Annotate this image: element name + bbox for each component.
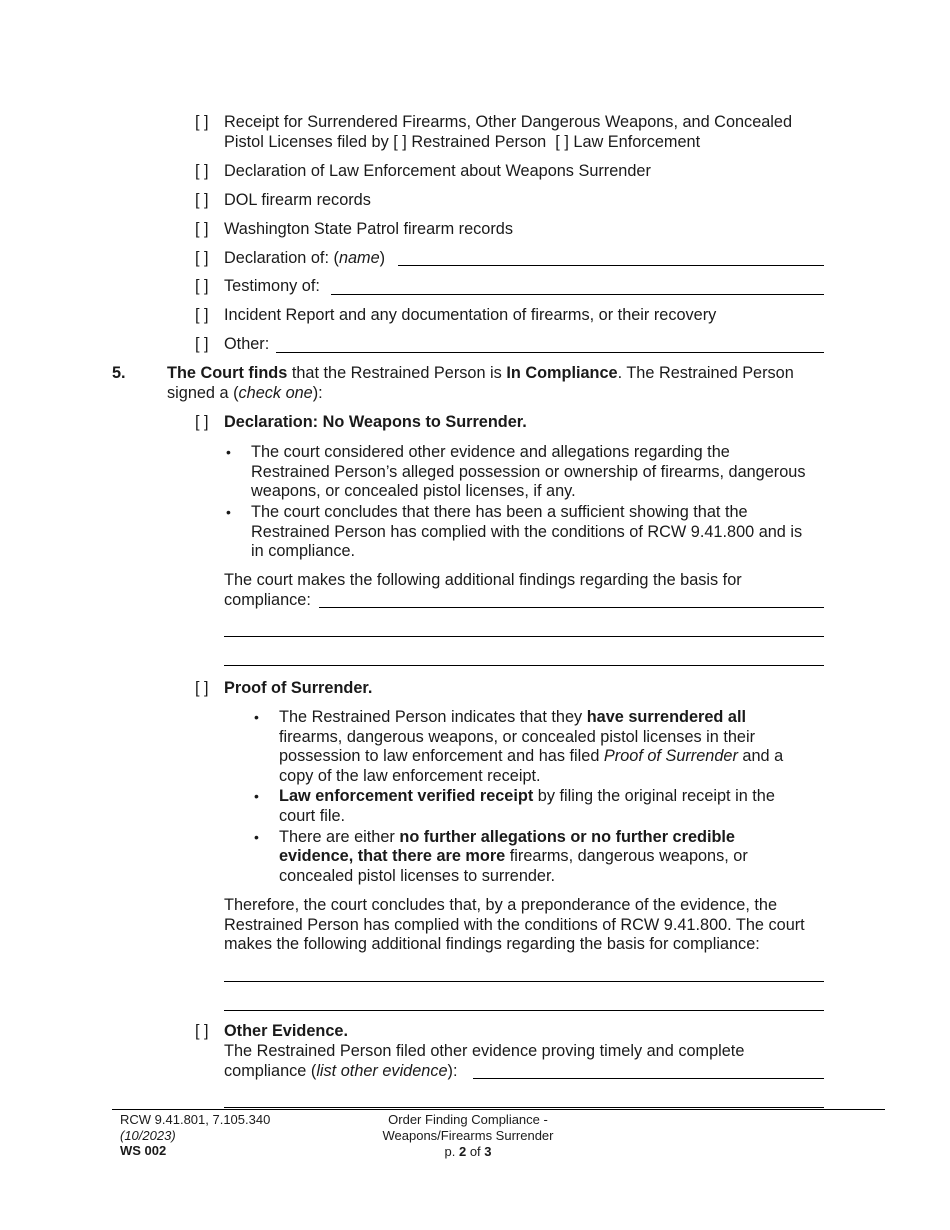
proof-findings-field[interactable]: [224, 1010, 824, 1011]
footer-rcw: RCW 9.41.801, 7.105.340: [120, 1112, 271, 1127]
other-label: Other:: [224, 335, 270, 353]
no-weapons-findings-field[interactable]: [224, 636, 824, 637]
no-weapons-findings-field[interactable]: [224, 665, 824, 666]
receipt-line2: Pistol Licenses filed by [ ] Restrained Person [ ] Law Enforcement: [224, 133, 701, 151]
testimony-field[interactable]: [331, 294, 824, 295]
other-evidence-label: compliance (list other evidence):: [224, 1062, 458, 1080]
other-field[interactable]: [276, 352, 824, 353]
incident-label: Incident Report and any documentation of firearms, or their recovery: [224, 306, 717, 324]
no-weapons-findings: The court makes the following additional findings regarding the basis for: [224, 571, 742, 589]
no-weapons-bullet2: in compliance.: [251, 542, 356, 560]
no-weapons-findings-label: compliance:: [224, 591, 311, 609]
other-evidence-text: The Restrained Person filed other evidence proving timely and complete: [224, 1042, 745, 1060]
no-weapons-bullet2: The court concludes that there has been a sufficient showing that the: [251, 503, 748, 521]
dol-label: DOL firearm records: [224, 191, 371, 209]
footer-form-number: WS 002: [120, 1143, 167, 1158]
checkbox[interactable]: [ ]: [195, 249, 209, 267]
proof-findings-field[interactable]: [224, 981, 824, 982]
proof-bullet3: concealed pistol licenses to surrender.: [279, 867, 556, 885]
declaration-le-label: Declaration of Law Enforcement about Weapons Surrender: [224, 162, 651, 180]
proof-bullet1: The Restrained Person indicates that they have surrendered all: [279, 708, 746, 726]
no-weapons-title: Declaration: No Weapons to Surrender.: [224, 413, 527, 431]
proof-bullet3: evidence, that there are more firearms, dangerous weapons, or: [279, 847, 748, 865]
section5-heading: The Court finds that the Restrained Person is In Compliance. The Restrained Person: [167, 364, 794, 382]
bullet: •: [254, 829, 259, 845]
checkbox-restrained-person[interactable]: [ ]: [393, 133, 407, 151]
other-evidence-field[interactable]: [473, 1078, 824, 1079]
other-evidence-title: Other Evidence.: [224, 1022, 348, 1040]
footer-date: (10/2023): [120, 1128, 176, 1143]
bullet: •: [254, 788, 259, 804]
declaration-of-name-field[interactable]: [398, 265, 824, 266]
footer-title-line2: Weapons/Firearms Surrender: [382, 1128, 554, 1143]
bullet: •: [254, 709, 259, 725]
checkbox[interactable]: [ ]: [195, 306, 209, 324]
no-weapons-bullet2: Restrained Person has complied with the conditions of RCW 9.41.800 and is: [251, 523, 803, 541]
proof-therefore: Therefore, the court concludes that, by a preponderance of the evidence, the: [224, 896, 778, 914]
no-weapons-bullet1: The court considered other evidence and allegations regarding the: [251, 443, 730, 461]
proof-bullet1: firearms, dangerous weapons, or concealed pistol licenses in their: [279, 728, 756, 746]
proof-bullet1: possession to law enforcement and has filed Proof of Surrender and a: [279, 747, 784, 765]
no-weapons-bullet1: Restrained Person’s alleged possession or ownership of firearms, dangerous: [251, 463, 806, 481]
checkbox[interactable]: [ ]: [195, 335, 209, 353]
section-number: 5.: [112, 364, 126, 382]
no-weapons-bullet1: weapons, or concealed pistol licenses, if any.: [251, 482, 576, 500]
footer-title-line1: Order Finding Compliance -: [388, 1112, 548, 1127]
checkbox[interactable]: [ ]: [195, 220, 209, 238]
proof-therefore: makes the following additional findings regarding the basis for compliance:: [224, 935, 760, 953]
section5-heading-line2: signed a (check one):: [167, 384, 323, 402]
checkbox-law-enforcement[interactable]: [ ]: [555, 133, 569, 151]
proof-bullet2: Law enforcement verified receipt by filing the original receipt in the: [279, 787, 775, 805]
footer-divider: [112, 1109, 885, 1110]
proof-therefore: Restrained Person has complied with the conditions of RCW 9.41.800. The court: [224, 916, 805, 934]
checkbox[interactable]: [ ]: [195, 162, 209, 180]
proof-bullet1: copy of the law enforcement receipt.: [279, 767, 541, 785]
declaration-of-label: Declaration of: (name): [224, 249, 386, 267]
other-evidence-field[interactable]: [224, 1107, 824, 1108]
checkbox[interactable]: [ ]: [195, 191, 209, 209]
proof-bullet3: There are either no further allegations or no further credible: [279, 828, 735, 846]
wsp-label: Washington State Patrol firearm records: [224, 220, 513, 238]
proof-bullet2: court file.: [279, 807, 346, 825]
no-weapons-findings-field[interactable]: [319, 607, 824, 608]
checkbox[interactable]: [ ]: [195, 113, 209, 131]
checkbox[interactable]: [ ]: [195, 277, 209, 295]
bullet: •: [226, 444, 231, 460]
footer-title: [358, 1112, 578, 1160]
footer-page: p. 2 of 3: [444, 1144, 492, 1159]
checkbox-no-weapons[interactable]: [ ]: [195, 413, 209, 431]
checkbox-proof-of-surrender[interactable]: [ ]: [195, 679, 209, 697]
testimony-label: Testimony of:: [224, 277, 320, 295]
receipt-label: Receipt for Surrendered Firearms, Other Dangerous Weapons, and Concealed: [224, 113, 793, 131]
proof-title: Proof of Surrender.: [224, 679, 373, 697]
checkbox-other-evidence[interactable]: [ ]: [195, 1022, 209, 1040]
bullet: •: [226, 504, 231, 520]
